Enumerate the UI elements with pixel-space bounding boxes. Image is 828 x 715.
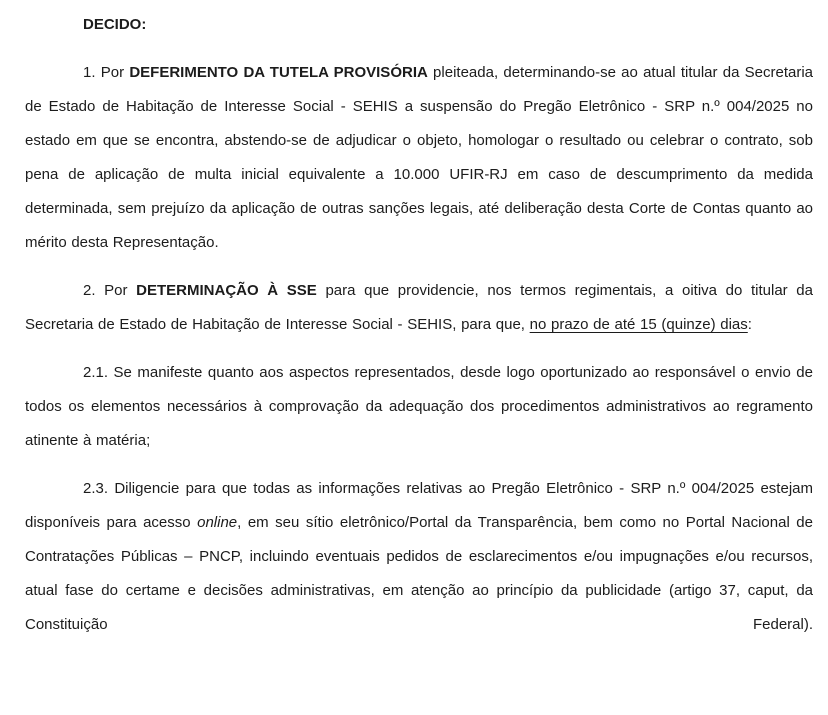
text-run: 1. Por <box>83 64 130 81</box>
text-run: pleiteada, determinando-se ao atual titular da Secretaria de Estado de Habitação de Interesse Social - SEHIS a suspensão do Pregão Eletrônico - SRP n.º 004/2025 no estado em que se encontra, abstendo-se de adjudicar o objeto, homologar o resultado ou celebrar o contrato, sob pena de aplicação de multa inicial equivalente a 10.000 UFIR-RJ em caso de descumprimento da medida determinada, sem prejuízo da aplicação de outras sanções legais, até deliberação desta Corte de Contas quanto ao mérito desta Representação. <box>25 64 814 251</box>
text-run: DEFERIMENTO DA TUTELA PROVISÓRIA <box>129 64 428 81</box>
paragraph-1-tutela-provisoria <box>25 56 813 260</box>
paragraph-2-1-manifestacao <box>25 356 813 458</box>
text-run: , em seu sítio eletrônico/Portal da Transparência, bem como no Portal Nacional de Contratações Públicas – PNCP, incluindo eventuais pedidos de esclarecimentos e/ou impugnações e/ou recursos, atual fase do certame e decisões administrativas, em atenção ao princípio da publicidade (artigo 37, caput, da Constituição Federal). <box>25 514 813 633</box>
text-run: 2.1. Se manifeste quanto aos aspectos representados, desde logo oportunizado ao responsável o envio de todos os elementos necessários à comprovação da adequação dos procedimentos administrativos ao regramento atinente à matéria; <box>25 364 813 449</box>
text-run: 2. Por <box>83 282 137 299</box>
document-content <box>25 8 813 642</box>
paragraph-2-3-diligencia-publicidade <box>25 472 813 642</box>
text-run: 2.3. Diligencie para que todas as informações relativas ao Pregão Eletrônico - SRP n.º 004/2025 estejam disponíveis para acesso <box>25 480 813 531</box>
text-run: : <box>747 316 752 333</box>
text-run: DECIDO: <box>83 16 147 33</box>
decido-heading <box>25 8 813 42</box>
text-run: online <box>197 514 238 531</box>
text-run: no prazo de até 15 (quinze) dias <box>529 316 748 333</box>
text-run: para que providencie, nos termos regimentais, a oitiva do titular da Secretaria de Estado de Habitação de Interesse Social - SEHIS, para que, <box>25 282 813 333</box>
text-run: DETERMINAÇÃO À SSE <box>136 282 317 299</box>
paragraph-2-determinacao-sse <box>25 274 813 342</box>
